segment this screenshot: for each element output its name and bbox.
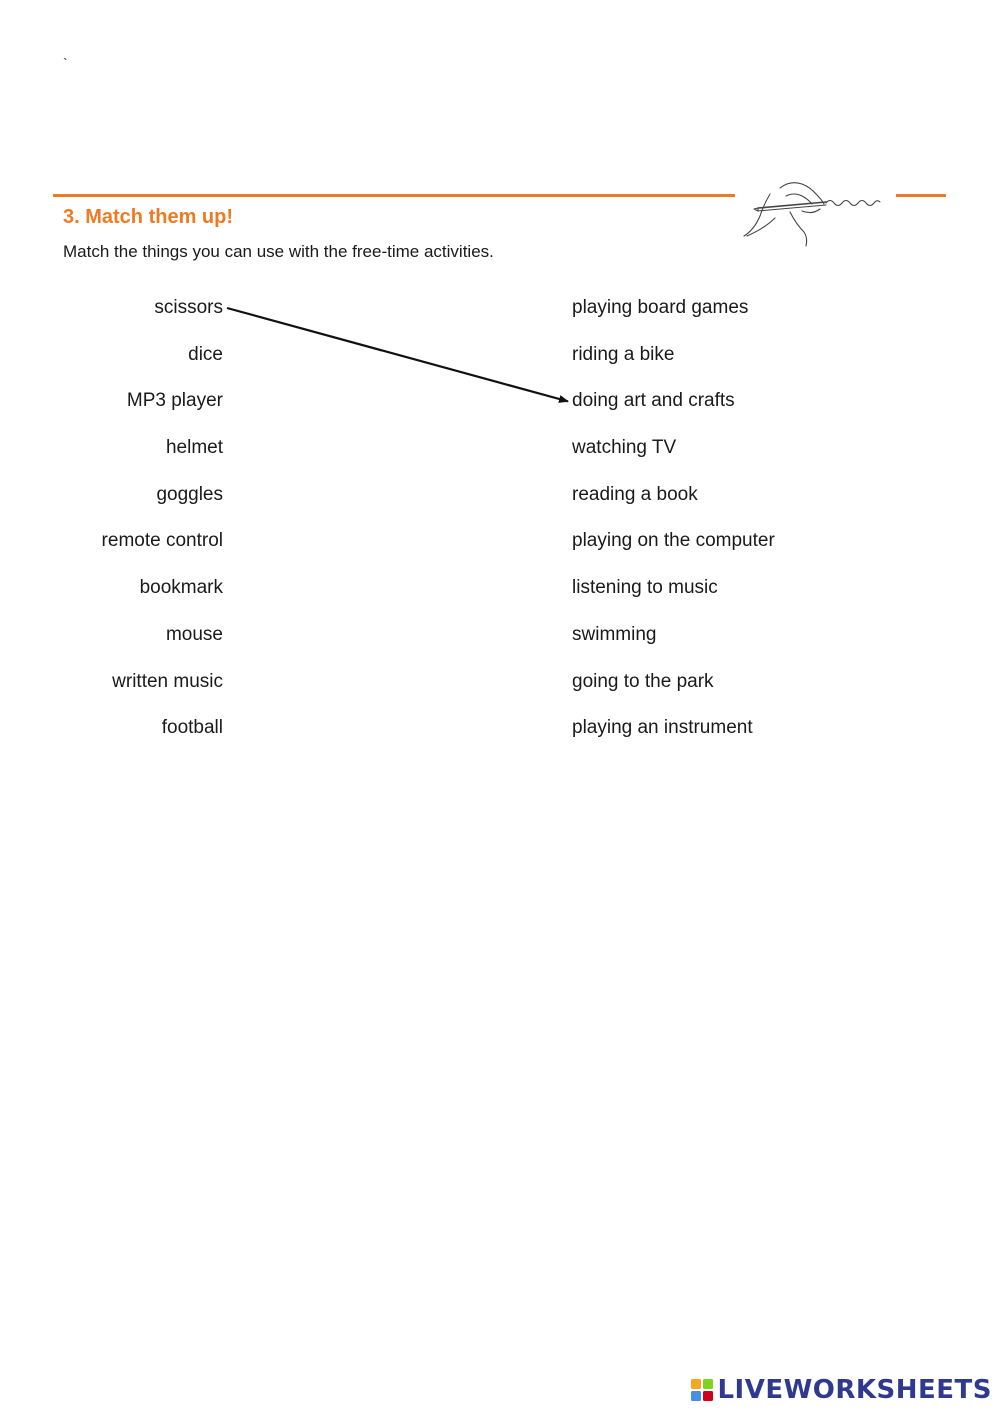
- exercise-instructions: Match the things you can use with the free-time activities.: [63, 242, 494, 261]
- left-item-helmet[interactable]: helmet: [165, 437, 223, 459]
- right-item-playing-an-instrument[interactable]: playing an instrument: [572, 717, 753, 739]
- right-item-watching-tv[interactable]: watching TV: [572, 437, 677, 459]
- liveworksheets-logo-icon: [690, 1378, 714, 1402]
- right-item-listening-to-music[interactable]: listening to music: [572, 577, 718, 599]
- left-item-bookmark[interactable]: bookmark: [139, 577, 223, 599]
- header-rule-left: [53, 194, 735, 197]
- left-items-list: [102, 296, 223, 763]
- left-item-goggles[interactable]: goggles: [156, 483, 223, 505]
- right-item-going-to-the-park[interactable]: going to the park: [572, 670, 714, 692]
- stray-mark: `: [63, 55, 68, 71]
- hand-writing-icon: [740, 178, 890, 253]
- right-item-riding-a-bike[interactable]: riding a bike: [572, 343, 675, 365]
- header-rule-right: [896, 194, 946, 197]
- right-item-doing-art-and-crafts[interactable]: doing art and crafts: [572, 390, 735, 412]
- left-item-written-music[interactable]: written music: [112, 670, 223, 692]
- left-item-football[interactable]: football: [161, 717, 223, 739]
- left-item-mp3-player[interactable]: MP3 player: [126, 390, 223, 412]
- match-line-0: [227, 308, 568, 401]
- left-item-mouse[interactable]: mouse: [165, 623, 223, 645]
- right-item-swimming[interactable]: swimming: [572, 623, 657, 645]
- right-item-reading-a-book[interactable]: reading a book: [572, 483, 698, 505]
- left-item-dice[interactable]: dice: [188, 343, 223, 365]
- exercise-title: 3. Match them up!: [63, 206, 234, 228]
- left-item-remote-control[interactable]: remote control: [101, 530, 223, 552]
- brand-name: LIVEWORKSHEETS: [717, 1375, 992, 1405]
- brand-footer: [690, 1376, 992, 1404]
- right-items-list: [572, 296, 775, 763]
- right-item-playing-board-games[interactable]: playing board games: [572, 297, 749, 318]
- left-item-scissors[interactable]: scissors: [154, 297, 223, 318]
- right-item-playing-on-the-computer[interactable]: playing on the computer: [572, 530, 775, 552]
